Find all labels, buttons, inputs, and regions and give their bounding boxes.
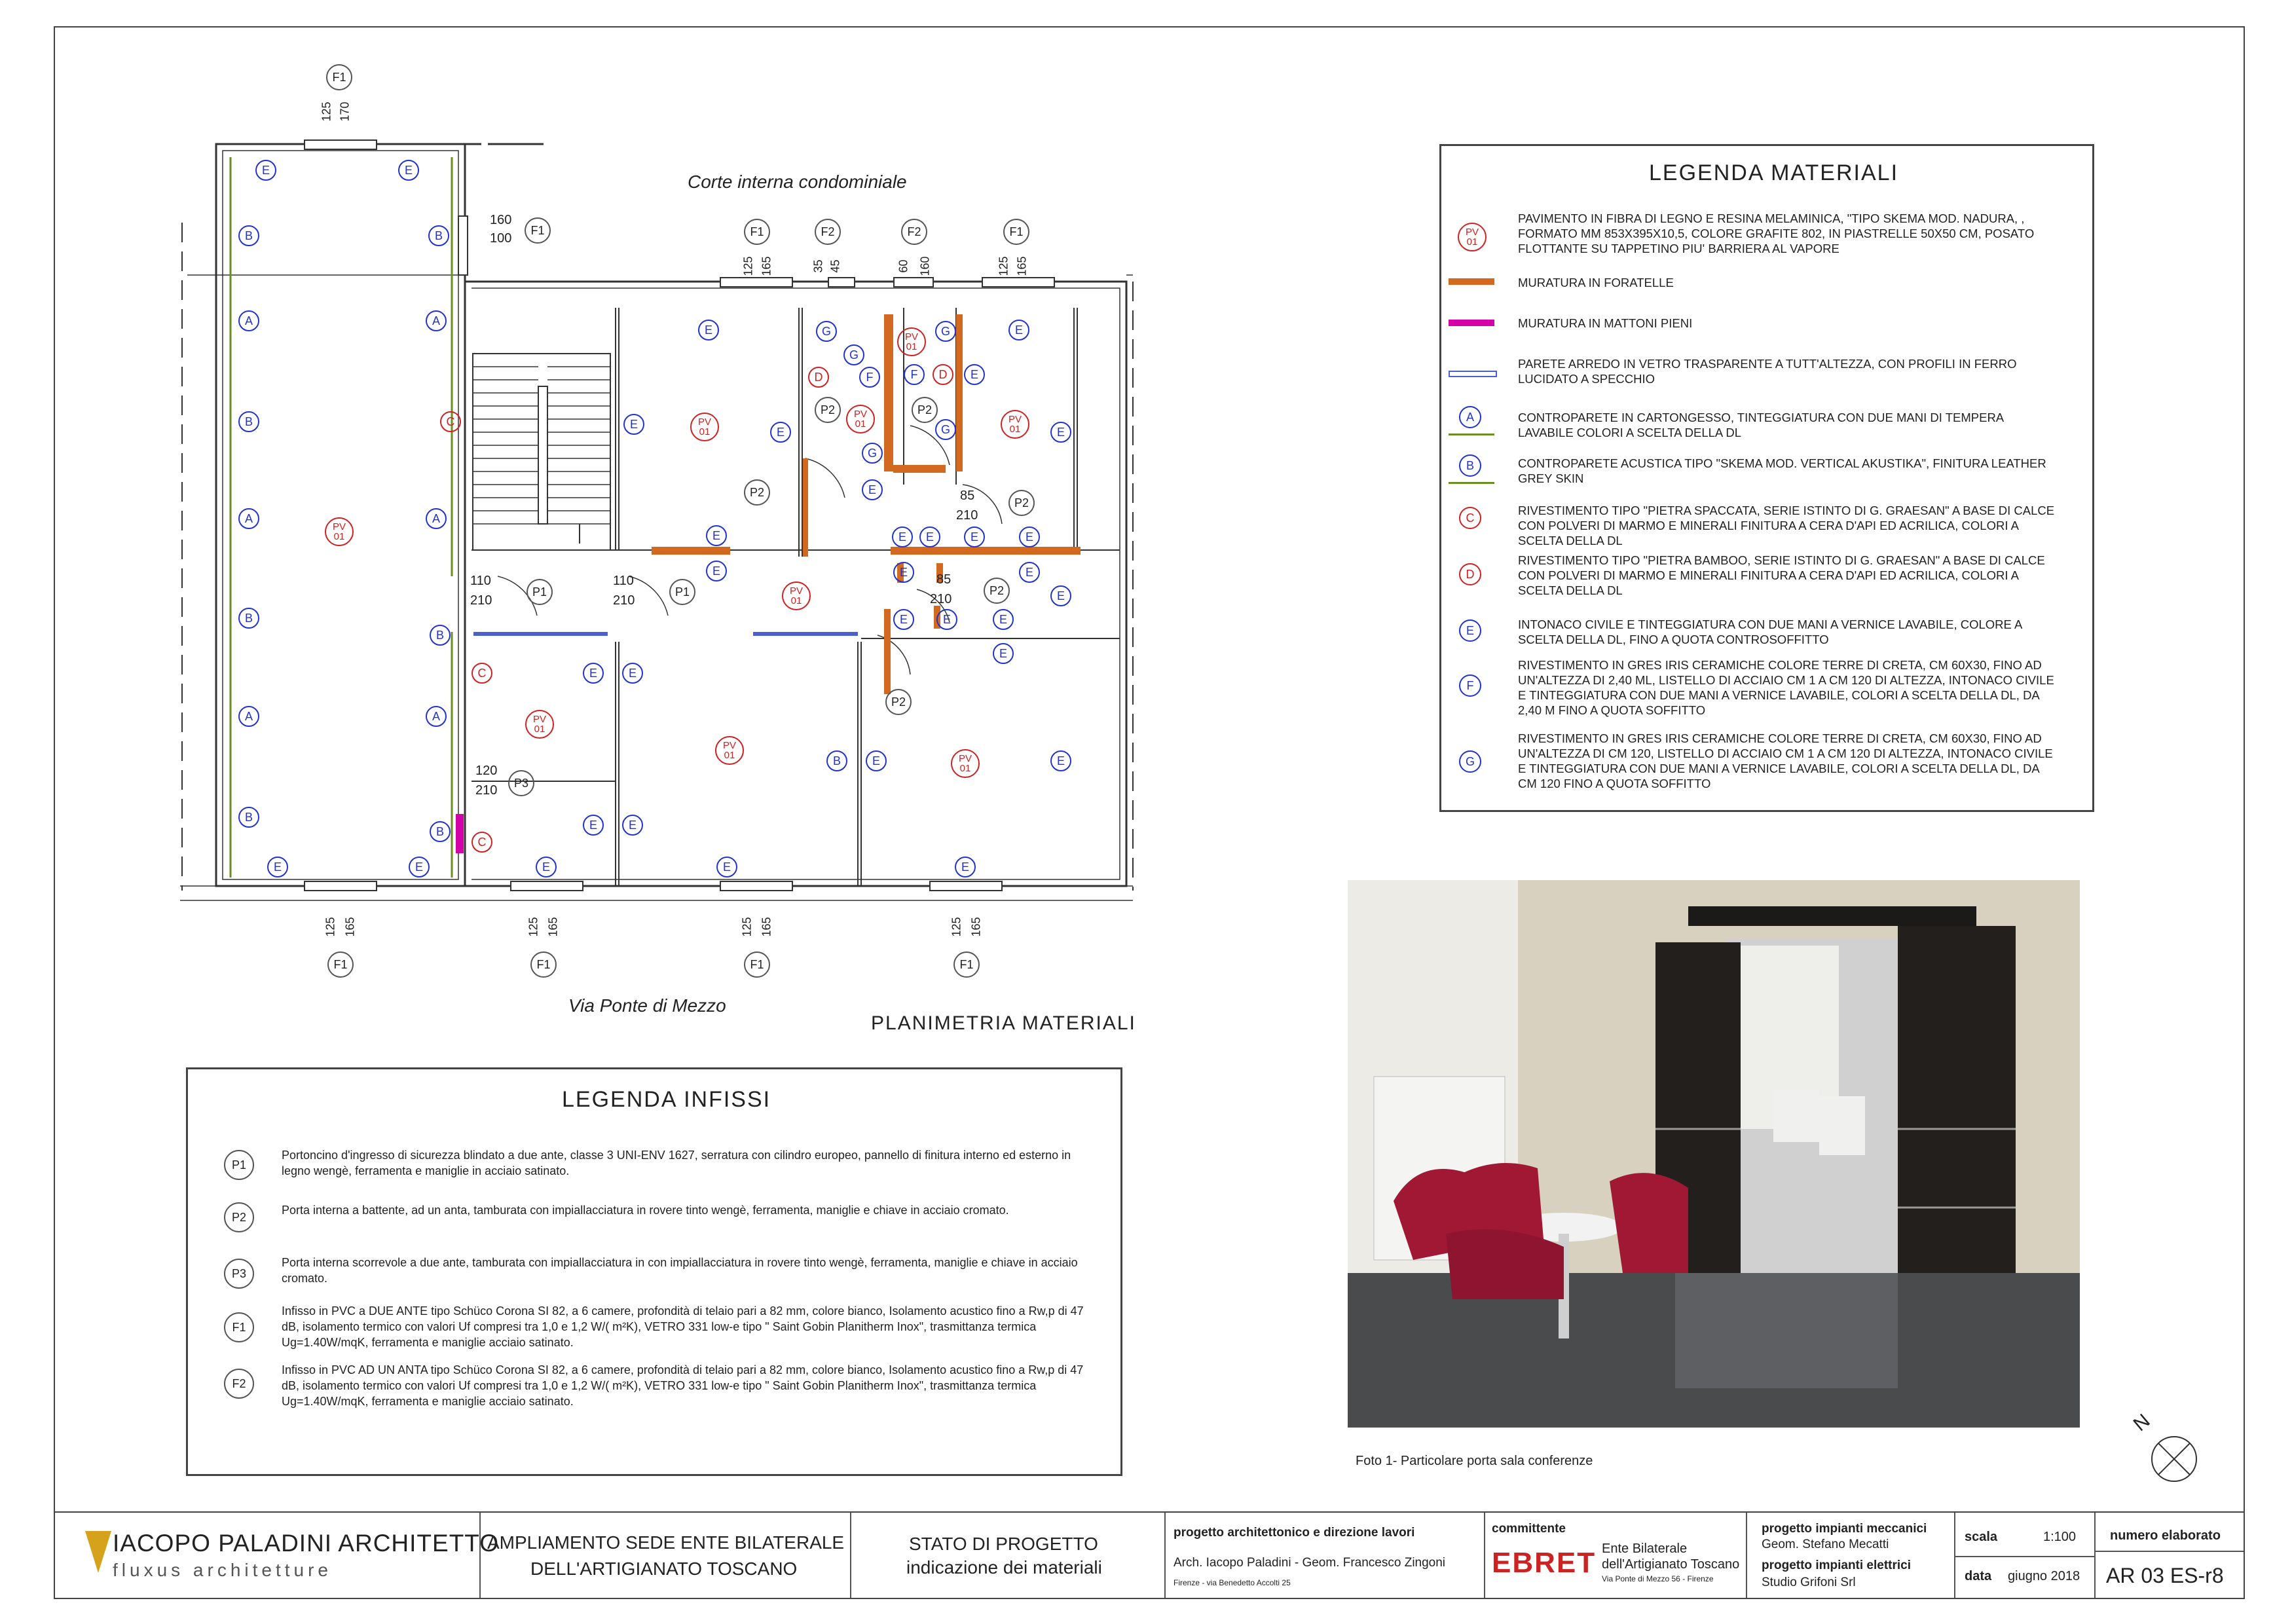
- finish-g: G: [935, 321, 956, 342]
- window-tag: F1: [327, 951, 354, 978]
- finish-e: E: [622, 663, 643, 684]
- finish-e: E: [398, 160, 419, 181]
- infisso-text: Infisso in PVC a DUE ANTE tipo Schüco Corona SI 82, a 6 camere, profondità di telaio pari a 82 mm, colore bianco, Isolamento acustico fino a Rw,p di 47 dB, isolamento termico con valori Uf compresi tra 1,0 e 1,2 W/( m²K), VETRO 331 low-e tipo " Saint Gobin Planitherm Inox", trasmittanza termica Ug=1.40W/mqK, ferramenta e maniglie acciaio satinato.: [282, 1304, 1084, 1349]
- door-dim: 85: [936, 572, 952, 587]
- window-width: 35: [811, 259, 825, 273]
- window-tag: F1: [530, 951, 557, 978]
- glass-swatch: [1449, 371, 1497, 377]
- finish-b: B: [238, 807, 259, 828]
- legend-text: CONTROPARETE IN CARTONGESSO, TINTEGGIATURA CON DUE MANI DI TEMPERA LAVABILE COLORI A SCELTA DELLA DL: [1518, 411, 2004, 439]
- door-tag-p2: P2: [885, 689, 912, 715]
- window-width: 125: [741, 256, 755, 276]
- door-tag-p3: P3: [508, 770, 534, 796]
- finish-e: E: [1050, 585, 1071, 606]
- finish-f: F: [904, 364, 925, 385]
- finish-e: E: [583, 815, 604, 836]
- finish-g: G: [816, 321, 837, 342]
- design-heading: progetto architettonico e direzione lavori: [1174, 1526, 1415, 1540]
- finish-a: A: [238, 508, 259, 529]
- project-line-2: DELL'ARTIGIANATO TOSCANO: [530, 1559, 798, 1579]
- finish-e: E: [993, 609, 1014, 630]
- finish-e: E: [706, 525, 727, 546]
- infisso-symbol-p2: P2: [224, 1202, 254, 1232]
- window-tag: F1: [744, 219, 770, 245]
- finish-a: A: [426, 706, 447, 727]
- courtyard-label: Corte interna condominiale: [688, 172, 907, 192]
- legend-text: RIVESTIMENTO TIPO "PIETRA SPACCATA, SERIE ISTINTO DI G. GRAESAN" A BASE DI CALCE CON POLVERI DI MARMO E MINERALI FINITURA A CERA D'API ED ACRILICA, COLORI A SCELTA DELLA DL: [1518, 504, 2055, 547]
- finish-e: E: [964, 526, 985, 547]
- finish-e: E: [409, 857, 430, 877]
- finish-e: E: [862, 479, 883, 500]
- window-height: 45: [828, 259, 842, 273]
- client-name-1: Ente Bilaterale: [1602, 1541, 1688, 1556]
- infisso-symbol-f2: F2: [224, 1369, 254, 1399]
- window-height: 165: [1015, 256, 1029, 276]
- infisso-text: Porta interna scorrevole a due ante, tamburata con impiallacciatura in con impiallacciatura in rovere tinto wengè, ferramenta, maniglie e chiave in acciaio cromato.: [282, 1256, 1078, 1285]
- finish-e: E: [1008, 320, 1029, 341]
- floor-tag-pv: PV 01: [690, 413, 719, 441]
- tb-divider: [1955, 1513, 2096, 1598]
- client-name-2: dell'Artigianato Toscano: [1602, 1557, 1740, 1572]
- door-tag-p2: P2: [744, 479, 770, 506]
- finish-a: A: [426, 310, 447, 331]
- window-width: 125: [323, 917, 337, 937]
- finish-a: A: [426, 508, 447, 529]
- elec-heading: progetto impianti elettrici: [1762, 1559, 1912, 1572]
- photo-caption: Foto 1- Particolare porta sala conferenze: [1356, 1454, 1593, 1468]
- window-tag: F2: [815, 219, 841, 245]
- finish-d: D: [933, 364, 953, 385]
- scale-value: 1:100: [2043, 1530, 2077, 1544]
- finish-c: C: [471, 832, 492, 853]
- window-height: 165: [760, 917, 773, 937]
- firm-logo-icon: [85, 1531, 111, 1573]
- elec-name: Studio Grifoni Srl: [1762, 1576, 1856, 1589]
- finish-g: G: [935, 419, 956, 440]
- window-height: 165: [969, 917, 983, 937]
- north-label: N: [2129, 1410, 2154, 1436]
- door-tag-p2: P2: [1008, 490, 1035, 516]
- window-height: 165: [546, 917, 560, 937]
- foratelle-swatch: [1449, 278, 1494, 285]
- floor-tag-pv: PV 01: [325, 517, 354, 546]
- legend-text: INTONACO CIVILE E TINTEGGIATURA CON DUE MANI A VERNICE LAVABILE, COLORE A SCELTA DELLA DL, FINO A QUOTA CONTROSOFFITTO: [1518, 618, 2022, 646]
- floor-tag-pv: PV 01: [951, 749, 980, 778]
- finish-b: B: [238, 411, 259, 432]
- door-dim: 110: [613, 574, 634, 588]
- window-tag: F1: [326, 64, 352, 90]
- floor-tag-pv: PV 01: [715, 736, 744, 765]
- door-tag-p2: P2: [912, 397, 938, 423]
- plan-title: PLANIMETRIA MATERIALI: [871, 1012, 1136, 1034]
- infisso-symbol-p1: P1: [224, 1150, 254, 1180]
- design-address: Firenze - via Benedetto Accolti 25: [1174, 1578, 1291, 1587]
- window-height: 165: [343, 917, 357, 937]
- number-label: numero elaborato: [2110, 1528, 2221, 1543]
- legend-text: MURATURA IN MATTONI PIENI: [1518, 316, 1693, 330]
- floor-tag-pv: PV 01: [1001, 410, 1029, 439]
- finish-e: E: [893, 562, 914, 583]
- window-tag: F1: [953, 951, 980, 978]
- door-dim: 210: [475, 783, 498, 798]
- finish-b: B: [430, 625, 451, 646]
- finish-b: B: [826, 750, 847, 771]
- finish-e: E: [866, 750, 887, 771]
- street-label: Via Ponte di Mezzo: [568, 995, 726, 1016]
- door-dim: 210: [613, 593, 635, 608]
- state-line-1: STATO DI PROGETTO: [909, 1534, 1098, 1554]
- finish-c: C: [440, 411, 461, 432]
- legenda-infissi-title: LEGENDA INFISSI: [562, 1087, 771, 1112]
- tb-scale-divider: [1955, 1556, 2096, 1557]
- project-line-1: AMPLIAMENTO SEDE ENTE BILATERALE: [487, 1532, 845, 1553]
- window-width: 125: [997, 256, 1010, 276]
- window-height: 160: [918, 256, 932, 276]
- finish-e: E: [1019, 562, 1040, 583]
- legend-text: CONTROPARETE ACUSTICA TIPO "SKEMA MOD. VERTICAL AKUSTIKA", FINITURA LEATHER GREY SKIN: [1518, 456, 2046, 485]
- finish-g-symbol: G: [1459, 750, 1481, 773]
- tb-divider: [851, 1513, 1166, 1598]
- legend-text: MURATURA IN FORATELLE: [1518, 276, 1674, 289]
- finish-a-symbol: A: [1459, 406, 1481, 428]
- finish-e: E: [716, 857, 737, 877]
- client-heading: committente: [1492, 1522, 1566, 1536]
- finish-b: B: [428, 225, 449, 246]
- photo-illustration: [1348, 880, 2080, 1428]
- mech-name: Geom. Stefano Mecatti: [1762, 1538, 1889, 1551]
- finish-d-symbol: D: [1459, 563, 1481, 585]
- window-width: 125: [527, 917, 540, 937]
- pv-symbol: PV 01: [1458, 223, 1487, 251]
- finish-b: B: [238, 608, 259, 629]
- finish-e: E: [267, 857, 288, 877]
- design-names: Arch. Iacopo Paladini - Geom. Francesco Zingoni: [1174, 1556, 1446, 1570]
- finish-e: E: [255, 160, 276, 181]
- mech-heading: progetto impianti meccanici: [1762, 1522, 1927, 1536]
- finish-f: F: [859, 367, 880, 388]
- number-value: AR 03 ES-r8: [2106, 1564, 2224, 1587]
- mattoni-swatch: [1449, 320, 1494, 326]
- window-height: 165: [760, 256, 773, 276]
- finish-c-symbol: C: [1459, 507, 1481, 529]
- finish-e: E: [1050, 422, 1071, 443]
- finish-e: E: [893, 609, 914, 630]
- legend-text: RIVESTIMENTO IN GRES IRIS CERAMICHE COLORE TERRE DI CRETA, CM 60X30, FINO AD UN'ALTEZZA DI CM 120, LISTELLO DI ACCIAIO CM 1 A CM 120 DI ALTEZZA, INTONACO CIVILE E TINTEGGIATURA CON DUE MANI A VERNICE LAVABILE, COLORI A SCELTA DELLA DL, DA CM 120 FINO A QUOTA SOFFITTO: [1518, 731, 2053, 790]
- window-tag: F2: [901, 219, 927, 245]
- finish-e: E: [936, 609, 957, 630]
- finish-e: E: [1050, 750, 1071, 771]
- floor-tag-pv: PV 01: [897, 327, 926, 356]
- date-label: data: [1965, 1569, 1992, 1583]
- finish-f-symbol: F: [1459, 674, 1481, 697]
- finish-e: E: [623, 414, 644, 435]
- door-dim: 110: [470, 574, 491, 588]
- finish-g: G: [862, 443, 883, 464]
- window-width: 60: [896, 259, 910, 273]
- infisso-text: Porta interna a battente, ad un anta, tamburata con impiallacciatura in rovere tinto wengè, ferramenta, maniglie e chiave in acciaio cromato.: [282, 1204, 1009, 1217]
- finish-e: E: [583, 663, 604, 684]
- finish-b: B: [238, 225, 259, 246]
- legenda-materiali-title: LEGENDA MATERIALI: [1649, 160, 1899, 185]
- window-width: 125: [950, 917, 963, 937]
- door-dim: 120: [475, 764, 498, 778]
- door-dim: 210: [930, 592, 952, 606]
- window-tag: F1: [744, 951, 770, 978]
- door-tag-p1: P1: [669, 579, 695, 605]
- door-tag-p2: P2: [815, 397, 841, 423]
- legend-text: PARETE ARREDO IN VETRO TRASPARENTE A TUTT'ALTEZZA, CON PROFILI IN FERRO LUCIDATO A SPECCHIO: [1518, 357, 2017, 386]
- legend-text: RIVESTIMENTO TIPO "PIETRA BAMBOO, SERIE ISTINTO DI G. GRAESAN" A BASE DI CALCE CON POLVERI DI MARMO E MINERALI FINITURA A CERA D'API ED ACRILICA, COLORI A SCELTA DELLA DL: [1518, 553, 2045, 597]
- finish-c: C: [471, 663, 492, 684]
- window-width: 125: [320, 101, 333, 122]
- window-height: 170: [338, 101, 352, 122]
- state-line-2: indicazione dei materiali: [906, 1557, 1102, 1578]
- floor-tag-pv: PV 01: [782, 581, 811, 610]
- legend-text: RIVESTIMENTO IN GRES IRIS CERAMICHE COLORE TERRE DI CRETA, CM 60X30, FINO AD UN'ALTEZZA DI 2,40 ML, LISTELLO DI ACCIAIO CM 1 A CM 120 DI ALTEZZA, INTONACO CIVILE E TINTEGGIATURA CON DUE MANI A VERNICE LAVABILE, COLORI A SCELTA DELLA DL, DA 2,40 M FINO A QUOTA SOFFITTO: [1518, 658, 2054, 717]
- window-width: 160: [490, 213, 512, 227]
- floor-tag-pv: PV 01: [525, 710, 554, 739]
- client-address: Via Ponte di Mezzo 56 - Firenze: [1602, 1574, 1714, 1583]
- window-tag: F1: [525, 217, 551, 244]
- firm-name: IACOPO PALADINI ARCHITETTO: [113, 1530, 500, 1557]
- door-dim: 210: [470, 593, 492, 608]
- door-tag-p1: P1: [527, 579, 553, 605]
- infisso-text: Portoncino d'ingresso di sicurezza blindato a due ante, classe 3 UNI-ENV 1627, serratura con cilindro europeo, pannello di finitura interno ed esterno in legno wengè, ferramenta e maniglie in acciaio satinato.: [282, 1149, 1071, 1177]
- client-logo: EBRET: [1492, 1547, 1597, 1579]
- tb-number-divider: [2096, 1551, 2244, 1552]
- finish-e: E: [706, 561, 727, 581]
- acustica-line: [1449, 482, 1494, 484]
- controparete-line: [1449, 434, 1494, 435]
- finish-e: E: [955, 857, 976, 877]
- door-dim: 85: [960, 489, 975, 503]
- infisso-symbol-p3: P3: [224, 1259, 254, 1289]
- floor-tag-pv: PV 01: [846, 405, 875, 434]
- finish-e: E: [1019, 526, 1040, 547]
- photo-sala-conferenze: [1348, 880, 2080, 1428]
- door-tag-p2: P2: [984, 578, 1010, 604]
- finish-e: E: [770, 422, 791, 443]
- finish-g: G: [843, 344, 864, 365]
- finish-e-symbol: E: [1459, 619, 1481, 642]
- legend-text: PAVIMENTO IN FIBRA DI LEGNO E RESINA MELAMINICA, "TIPO SKEMA MOD. NADURA, , FORMATO MM 853X395X10,5, COLORE GRAFITE 802, IN PIASTRELLE 50X50 CM, POSATO FLOTTANTE SU TAPPETINO PIU' BARRIERA AL VAPORE: [1518, 212, 2035, 255]
- finish-a: A: [238, 310, 259, 331]
- tb-divider: [481, 1513, 851, 1598]
- finish-b: B: [430, 821, 451, 842]
- infisso-symbol-f1: F1: [224, 1312, 254, 1342]
- window-height: 100: [490, 231, 512, 246]
- finish-e: E: [622, 815, 643, 836]
- finish-e: E: [698, 320, 719, 341]
- finish-e: E: [536, 857, 557, 877]
- scale-label: scala: [1965, 1530, 1998, 1544]
- firm-subtitle: fluxus architetture: [113, 1560, 332, 1580]
- finish-e: E: [919, 526, 940, 547]
- date-value: giugno 2018: [2008, 1569, 2080, 1583]
- finish-d: D: [808, 367, 829, 388]
- door-dim: 210: [956, 508, 978, 523]
- finish-e: E: [964, 364, 985, 385]
- window-width: 125: [740, 917, 754, 937]
- finish-e: E: [892, 526, 913, 547]
- window-tag: F1: [1003, 219, 1029, 245]
- finish-b-symbol: B: [1459, 454, 1481, 477]
- finish-a: A: [238, 706, 259, 727]
- finish-e: E: [993, 643, 1014, 664]
- infisso-text: Infisso in PVC AD UN ANTA tipo Schüco Corona SI 82, a 6 camere, profondità di telaio pari a 82 mm, colore bianco, Isolamento acustico fino a Rw,p di 47 dB, isolamento termico con valori Uf compresi tra 1,0 e 1,2 W/( m²K), VETRO 331 low-e tipo " Saint Gobin Planitherm Inox", trasmittanza termica Ug=1.40W/mqK, ferramenta e maniglie acciaio satinato.: [282, 1363, 1084, 1408]
